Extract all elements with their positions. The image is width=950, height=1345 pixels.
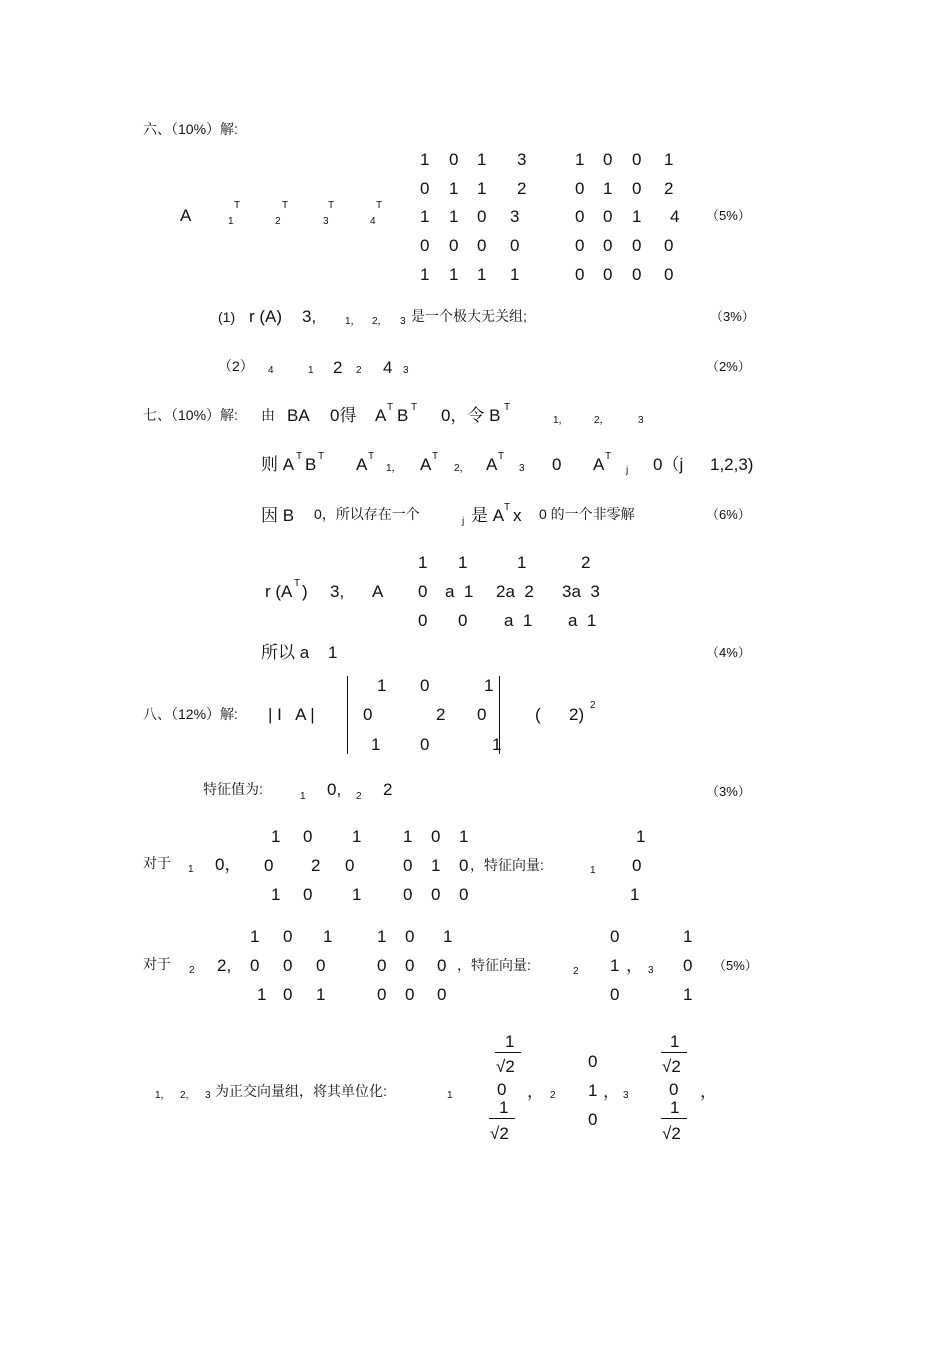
matrix-cell: 4 [670,207,680,226]
case-label: 对于 [143,956,171,972]
transpose-mark: T [234,200,241,211]
determinant-cell: 0 [420,676,430,695]
determinant-cell: 0 [420,735,430,754]
transpose-mark: T [498,451,505,462]
vector-entry: 1 [630,885,640,904]
matrix-cell: 0 [283,985,293,1004]
transpose-mark: T [368,451,375,462]
matrix-cell: 0 [431,827,441,846]
matrix-cell: 2 [311,856,321,875]
matrix-cell: 1 [458,553,468,572]
xi-subscript: 2 [573,966,579,977]
transpose-mark: T [504,402,511,413]
fraction-bar [661,1118,687,1119]
determinant-lhs: | I A | [268,705,315,724]
matrix-cell: 0 [632,179,642,198]
matrix-cell: 0 [283,927,293,946]
eigenvalue: 0, [327,780,342,799]
vector-entry: 1 [610,956,620,975]
vector-entry: 0 [683,956,693,975]
matrix-cell: 0 [345,856,355,875]
matrix-cell: 0 [420,236,430,255]
matrix-cell: 1 [352,827,362,846]
matrix-cell: 0 [632,265,642,284]
fraction-bar [489,1118,515,1119]
matrix-cell: 1 [632,207,642,226]
vector-entry: 0 [588,1052,598,1071]
matrix-cell: 0 [316,956,326,975]
eigenvalue: 2, [217,956,232,975]
eigenvalue: 2 [383,780,393,799]
transpose-mark: T [504,502,511,513]
determinant-cell: 2 [436,705,446,724]
separator-comma: ， [603,1082,620,1101]
vector-entry: 0 [588,1110,598,1129]
matrix-cell: 1 [449,179,459,198]
matrix-cell: 0 [418,582,428,601]
matrix-cell: 0 [459,856,469,875]
math-text: r (A [265,582,293,601]
vector-entry: 1 [683,985,693,1004]
matrix-cell: 0 [459,885,469,904]
transpose-mark: T [432,451,439,462]
matrix-cell: 1 [575,150,585,169]
vector-entry: 0 [669,1080,679,1099]
matrix-cell: 1 [477,150,487,169]
matrix-cell: 0 [632,236,642,255]
matrix-cell: a 1 [504,611,533,630]
fraction-denominator: √2 [496,1057,515,1076]
eigenvector-text: ，特征向量: [457,957,531,973]
eigenvector-text: ，特征向量: [470,857,544,873]
matrix-cell: 0 [632,150,642,169]
vector-entry: 0 [632,856,642,875]
matrix-cell: 1 [603,179,613,198]
math-text: 因 B [261,506,295,525]
score-label: （5%） [713,958,758,973]
lambda-subscript: 1 [188,864,194,875]
matrix-cell: 2 [581,553,591,572]
fraction-denominator: √2 [662,1057,681,1076]
alpha-subscript: 3 [400,316,406,327]
determinant-cell: 0 [363,705,373,724]
separator-comma: ， [626,956,643,975]
xi-subscript: 3 [205,1090,211,1101]
score-label: （4%） [706,645,751,660]
alpha-subscript: 2 [275,216,281,227]
matrix-cell: 1 [443,927,453,946]
transpose-mark: T [282,200,289,211]
math-text: A [593,455,605,474]
case-label: 对于 [143,855,171,871]
vector-entry: 0 [497,1080,507,1099]
matrix-cell: 0 [405,956,415,975]
matrix-cell: 0 [603,265,613,284]
fraction-numerator: 1 [505,1032,515,1051]
eigenvalue: 0， [215,855,242,874]
orthonormalize-text: 为正交向量组，将其单位化: [215,1083,387,1099]
coefficient: 2 [333,358,343,377]
determinant-cell: 1 [377,676,387,695]
item-label: (1) [218,309,236,325]
transpose-mark: T [605,451,612,462]
matrix-cell: 1 [271,885,281,904]
math-text: B [397,406,409,425]
vector-entry: 0 [610,927,620,946]
beta-subscript: 3 [638,415,644,426]
matrix-cell: 0 [449,236,459,255]
xi-subscript: 2， [180,1090,196,1101]
matrix-cell: 0 [603,207,613,226]
coefficient: 4 [383,358,393,377]
matrix-cell: 1 [271,827,281,846]
matrix-cell: 0 [603,150,613,169]
math-text: ) [302,582,308,601]
math-text: A [372,582,384,601]
matrix-cell: 0 [603,236,613,255]
matrix-cell: 1 [420,207,430,226]
math-text: x [513,506,522,525]
matrix-cell: 3a 3 [562,582,600,601]
matrix-cell: 0 [575,236,585,255]
matrix-a-label: A [180,206,192,225]
beta-subscript: 3 [519,463,525,474]
math-text: 0（j [653,455,684,474]
math-text: 是 A [471,506,505,525]
math-text: 1,2,3) [710,455,754,474]
beta-subscript: 2， [454,463,470,474]
matrix-cell: 1 [377,927,387,946]
matrix-cell: 3 [510,207,520,226]
matrix-cell: 1 [420,265,430,284]
matrix-cell: 0 [477,207,487,226]
matrix-cell: 0 [437,956,447,975]
fraction-denominator: √2 [662,1124,681,1143]
math-text: A [486,455,498,474]
determinant-cell: 1 [371,735,381,754]
beta-subscript: 1， [553,415,569,426]
score-label: （6%） [706,507,751,522]
matrix-cell: 1 [250,927,260,946]
matrix-cell: 0 [575,179,585,198]
alpha-subscript: 2 [356,365,362,376]
eta-subscript: 2 [550,1090,556,1101]
math-text: A [375,406,387,425]
matrix-cell: 0 [458,611,468,630]
matrix-cell: 1 [449,207,459,226]
matrix-cell: 0 [303,827,313,846]
matrix-cell: 2a 2 [496,582,534,601]
matrix-cell: 1 [323,927,333,946]
math-text: 由 [261,407,275,423]
matrix-cell: 0 [449,150,459,169]
matrix-cell: 1 [403,827,413,846]
matrix-cell: 1 [352,885,362,904]
matrix-cell: 1 [420,150,430,169]
matrix-cell: 0 [250,956,260,975]
rank-expression: r (A) [249,307,283,326]
matrix-cell: 0 [403,885,413,904]
score-label: （5%） [706,208,751,223]
vector-entry: 0 [610,985,620,1004]
eigenvalue-text: 特征值为: [203,781,263,797]
alpha-subscript: 1 [308,365,314,376]
math-text: BA [287,406,310,425]
fraction-numerator: 1 [670,1032,680,1051]
vector-entry: 1 [683,927,693,946]
lambda-subscript: 1 [300,791,306,802]
exponent: 2 [590,700,596,711]
matrix-cell: 1 [477,265,487,284]
matrix-cell: a 1 [568,611,597,630]
section8-heading: 八、（12%）解: [143,706,238,722]
transpose-mark: T [296,451,303,462]
matrix-cell: 0 [283,956,293,975]
beta-subscript: j [626,465,629,476]
alpha-subscript: 4 [268,365,274,376]
math-text: 则 A [261,455,295,474]
math-text: 0，所以存在一个 [314,506,420,522]
transpose-mark: T [411,402,418,413]
matrix-cell: 2 [517,179,527,198]
matrix-cell: 1 [510,265,520,284]
matrix-cell: 0 [403,856,413,875]
matrix-cell: 1 [449,265,459,284]
determinant-cell: 1 [492,735,502,754]
determinant-bar-left [347,676,348,754]
alpha-subscript: 4 [370,216,376,227]
math-text: 3, [330,582,345,601]
transpose-mark: T [294,578,301,589]
matrix-cell: 0 [377,985,387,1004]
separator-comma: ， [527,1082,544,1101]
math-text: 0，令 B [441,406,501,425]
conclusion-text: 所以 a [261,643,310,662]
fraction-numerator: 1 [499,1098,509,1117]
matrix-cell: 2 [664,179,674,198]
alpha-subscript: 2， [372,316,388,327]
fraction-bar [495,1052,521,1053]
rank-value: 3, [302,307,317,326]
matrix-cell: 0 [420,179,430,198]
item-text: 是一个极大无关组; [411,308,527,324]
alpha-subscript: 3 [323,216,329,227]
matrix-cell: 3 [517,150,527,169]
transpose-mark: T [328,200,335,211]
xi-subscript: 3 [648,965,654,976]
section6-heading: 六、（10%）解: [143,121,238,137]
matrix-cell: 0 [575,207,585,226]
eta-subscript: 3 [623,1090,629,1101]
matrix-cell: 1 [517,553,527,572]
matrix-cell: 0 [664,236,674,255]
matrix-cell: 1 [257,985,267,1004]
matrix-cell: 0 [418,611,428,630]
matrix-cell: 0 [405,985,415,1004]
score-label: （3%） [710,309,755,324]
determinant-cell: 1 [484,676,494,695]
transpose-mark: T [318,451,325,462]
alpha-subscript: 1， [345,316,361,327]
item-label: （2） [218,358,254,374]
matrix-cell: 0 [664,265,674,284]
lambda-subscript: 2 [356,791,362,802]
math-text: A [356,455,368,474]
matrix-cell: 1 [431,856,441,875]
matrix-cell: 0 [377,956,387,975]
beta-subscript: 1， [386,463,402,474]
section7-heading: 七、（10%）解: [143,407,238,423]
matrix-cell: 0 [510,236,520,255]
transpose-mark: T [376,200,383,211]
math-text: 0 [552,455,562,474]
matrix-cell: 1 [477,179,487,198]
characteristic-polynomial: ( 2) [535,705,585,724]
matrix-cell: 1 [664,150,674,169]
xi-subscript: 1， [155,1090,171,1101]
matrix-cell: 0 [477,236,487,255]
lambda-subscript: 2 [189,965,195,976]
matrix-cell: 1 [316,985,326,1004]
matrix-cell: a 1 [445,582,474,601]
beta-subscript: j [462,516,465,527]
math-text: 0得 [330,406,357,425]
vector-entry: 1 [588,1081,598,1100]
matrix-cell: 0 [575,265,585,284]
fraction-denominator: √2 [490,1124,509,1143]
matrix-cell: 0 [431,885,441,904]
conclusion-value: 1 [328,643,338,662]
matrix-cell: 0 [405,927,415,946]
vector-entry: 1 [636,827,646,846]
score-label: （2%） [706,359,751,374]
eta-subscript: 1 [447,1090,453,1101]
math-text: 0 的一个非零解 [539,506,635,522]
matrix-cell: 0 [264,856,274,875]
matrix-cell: 0 [303,885,313,904]
beta-subscript: 2， [594,415,610,426]
math-text: A [420,455,432,474]
matrix-cell: 0 [437,985,447,1004]
fraction-numerator: 1 [670,1098,680,1117]
alpha-subscript: 3 [403,365,409,376]
separator-comma: ， [700,1082,717,1101]
alpha-subscript: 1 [228,216,234,227]
transpose-mark: T [387,402,394,413]
determinant-cell: 0 [477,705,487,724]
score-label: （3%） [706,784,751,799]
matrix-cell: 1 [459,827,469,846]
fraction-bar [661,1052,687,1053]
math-text: B [305,455,317,474]
matrix-cell: 1 [418,553,428,572]
xi-subscript: 1 [590,865,596,876]
